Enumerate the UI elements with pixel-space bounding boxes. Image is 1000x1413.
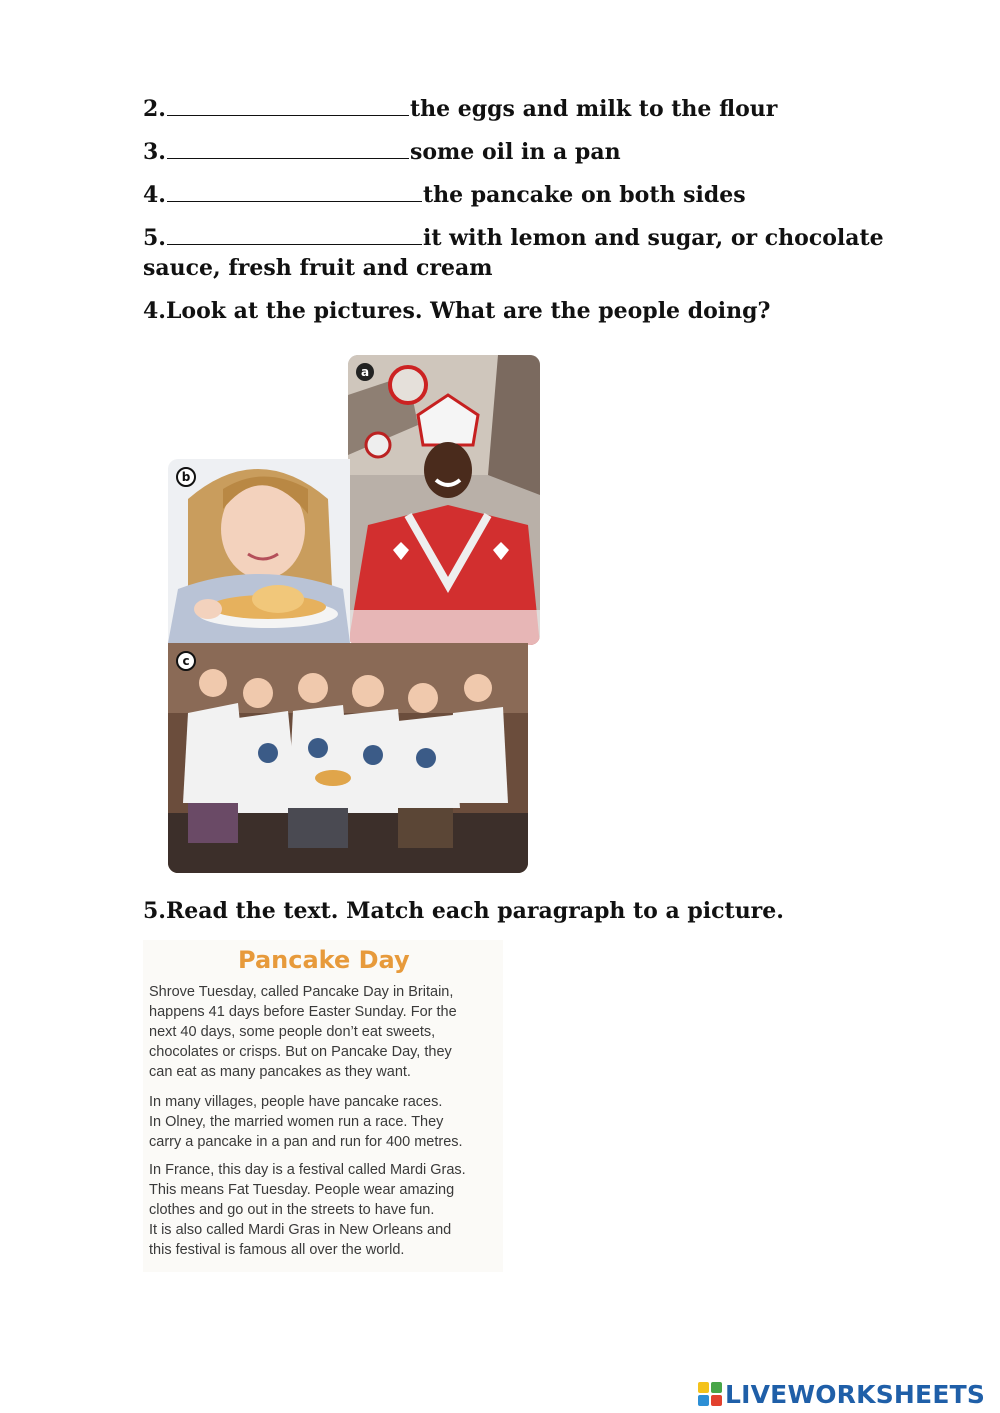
exercise-item-2 [143, 94, 777, 124]
pancake-day-title: Pancake Day [238, 946, 410, 974]
pancake-day-text [143, 940, 503, 1272]
text-line: Shrove Tuesday, called Pancake Day in Britain, [149, 984, 454, 1000]
text-line: This means Fat Tuesday. People wear amazing [149, 1182, 455, 1198]
photo-label-a: a [356, 363, 374, 381]
item-number: 3. [143, 139, 166, 165]
answer-blank[interactable] [167, 95, 409, 116]
logo-text: LIVEWORKSHEETS [725, 1379, 986, 1409]
text-line: clothes and go out in the streets to have fun. [149, 1202, 435, 1218]
exercise-item-3 [143, 137, 621, 167]
item-text: the eggs and milk to the flour [409, 96, 778, 122]
exercise-item-4 [143, 180, 746, 210]
paragraph-3 [149, 1160, 494, 1260]
item-number: 2. [143, 96, 166, 122]
text-line: In France, this day is a festival called Mardi Gras. [149, 1162, 466, 1178]
answer-blank[interactable] [167, 138, 409, 159]
paragraph-2 [149, 1092, 494, 1152]
photo-collage [168, 355, 540, 875]
item-number: 4. [143, 182, 166, 208]
text-line: next 40 days, some people don’t eat sweets, [149, 1024, 436, 1040]
item-number: 5. [143, 225, 166, 251]
item-text: the pancake on both sides [422, 182, 746, 208]
answer-blank[interactable] [167, 224, 422, 245]
text-line: this festival is famous all over the world. [149, 1242, 405, 1258]
text-line: chocolates or crisps. But on Pancake Day, they [149, 1044, 452, 1060]
text-line: In Olney, the married women run a race. They [149, 1114, 444, 1130]
paragraph-1 [149, 982, 494, 1082]
pancake-race-photo [168, 643, 528, 873]
item-text: it with lemon and sugar, or chocolate sauce, fresh fruit and cream [143, 225, 884, 281]
text-line: It is also called Mardi Gras in New Orleans and [149, 1222, 452, 1238]
girl-eating-pancake-photo [168, 459, 350, 643]
exercise5-heading: 5.Read the text. Match each paragraph to a picture. [143, 898, 784, 924]
photo-label-c: c [176, 651, 196, 671]
exercise-item-5 [143, 223, 903, 283]
text-line: In many villages, people have pancake races. [149, 1094, 443, 1110]
text-line: carry a pancake in a pan and run for 400 metres. [149, 1134, 463, 1150]
exercise4-heading: 4.Look at the pictures. What are the people doing? [143, 298, 771, 324]
text-line: can eat as many pancakes as they want. [149, 1064, 411, 1080]
mardi-gras-costume-photo [348, 355, 540, 645]
answer-blank[interactable] [167, 181, 422, 202]
photo-label-b: b [176, 467, 196, 487]
liveworksheets-logo[interactable] [697, 1378, 985, 1410]
item-text: some oil in a pan [409, 139, 621, 165]
text-line: happens 41 days before Easter Sunday. For the [149, 1004, 457, 1020]
liveworksheets-logo-icon [697, 1381, 723, 1407]
